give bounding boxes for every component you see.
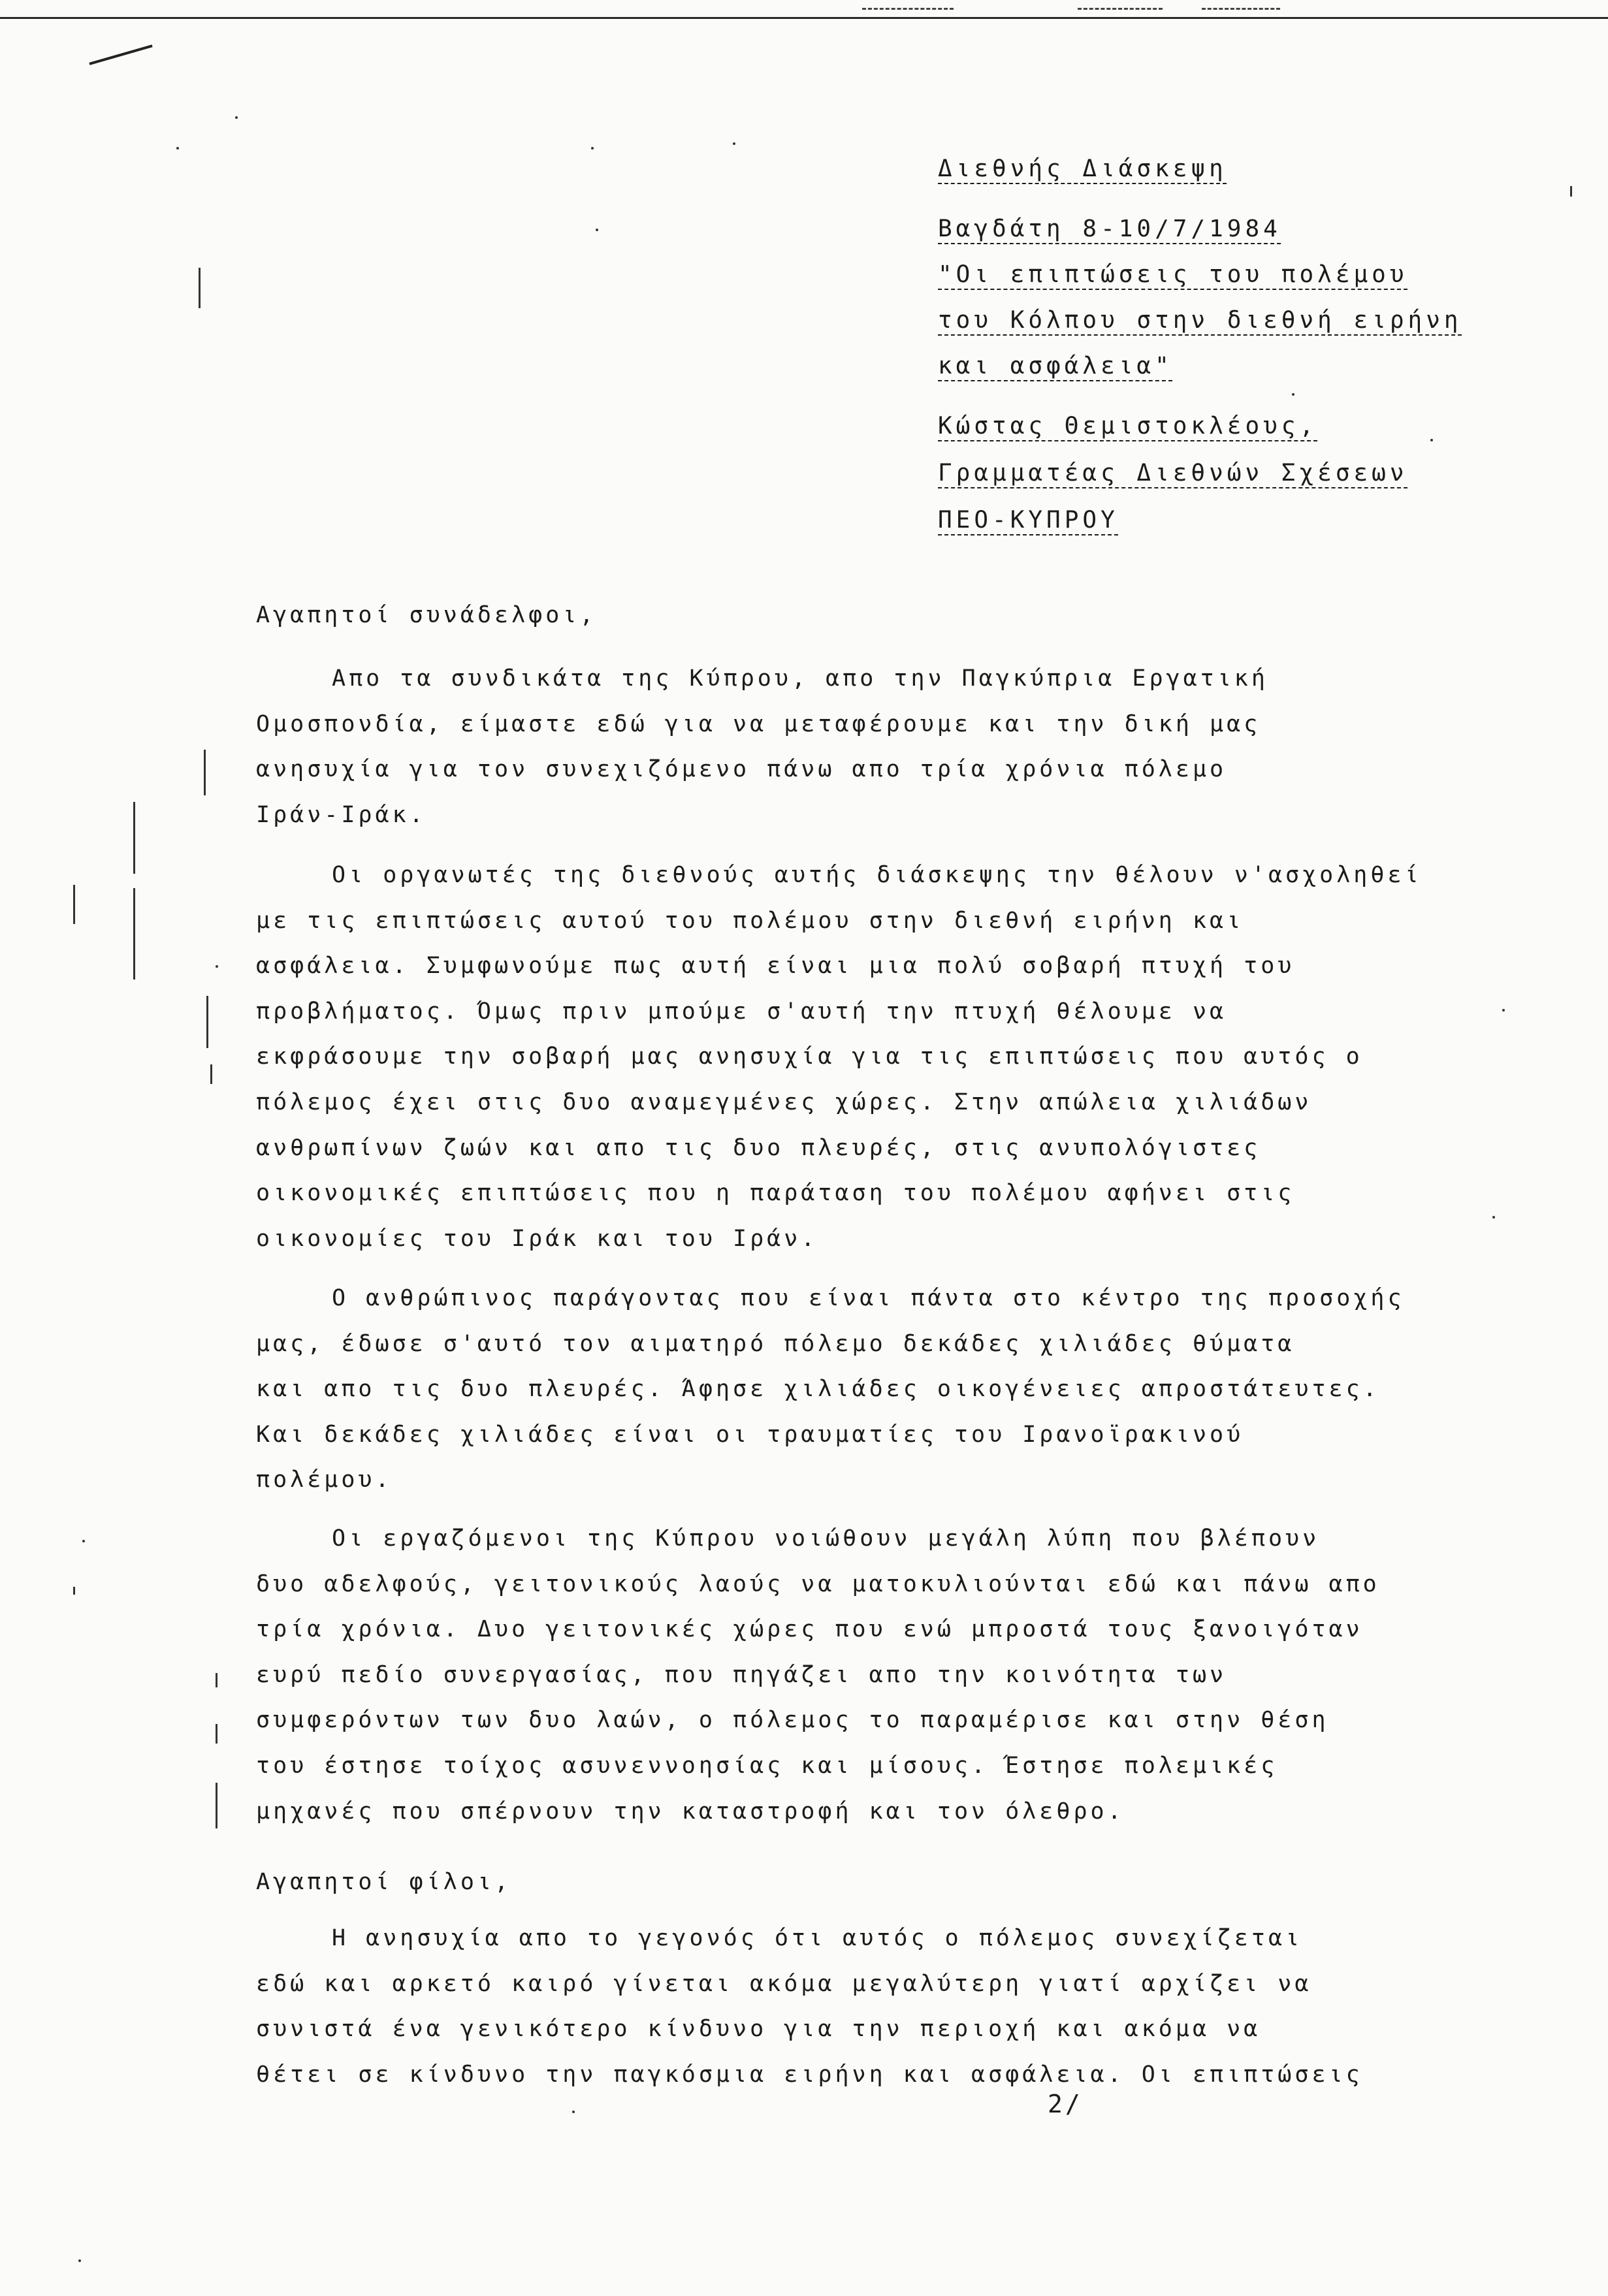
scan-margin-line	[133, 802, 135, 874]
scan-speck	[572, 2111, 575, 2113]
topic-line-2: του Κόλπου στην διεθνή ειρήνη	[938, 307, 1462, 334]
scan-speck	[78, 2259, 81, 2262]
body-paragraph: Ο ανθρώπινος παράγοντας που είναι πάντα στο κέντρο της προσοχής μας, έδωσε σ'αυτό τον αιματηρό πόλεμο δεκάδες χιλιάδες θύματα και απο τις δυο πλευρές. Άφησε χιλιάδες οικογένειες απροστάτευτες. Και δεκάδες χιλιάδες είναι οι τραυματίες του Ιρανοϊρακινού πολέμου.	[256, 1285, 1405, 1493]
author-organisation: ΠΕΟ-ΚΥΠΡΟΥ	[938, 507, 1119, 534]
author-title: Γραμματέας Διεθνών Σχέσεων	[938, 460, 1408, 486]
scan-margin-line	[216, 1724, 217, 1744]
scan-top-dash	[862, 8, 954, 10]
conference-title: Διεθνής Διάσκεψη	[938, 155, 1227, 182]
scan-speck	[596, 229, 598, 231]
scan-top-dash	[1202, 8, 1280, 10]
scan-speck	[235, 116, 238, 119]
scan-margin-line	[133, 888, 135, 980]
scan-margin-line	[204, 750, 206, 795]
conference-place-date: Βαγδάτη 8-10/7/1984	[938, 215, 1281, 242]
author-name: Κώστας Θεμιστοκλέους,	[938, 413, 1318, 439]
scan-speck	[1430, 439, 1433, 441]
scan-margin-line	[216, 1673, 217, 1687]
scan-speck	[733, 142, 735, 145]
scan-margin-line	[199, 268, 201, 308]
topic-line-3: και ασφάλεια"	[938, 353, 1173, 379]
salutation: Αγαπητοί συνάδελφοι,	[256, 602, 597, 628]
scan-margin-line	[206, 996, 208, 1048]
scan-speck	[176, 147, 179, 150]
scan-speck	[1292, 393, 1294, 396]
body-paragraph: Η ανησυχία απο το γεγονός ότι αυτός ο πόλεμος συνεχίζεται εδώ και αρκετό καιρό γίνεται ακόμα μεγαλύτερη γιατί αρχίζει να συνιστά ένα γενικότερο κίνδυνο για την περιοχή και ακόμα να θέτει σε κίνδυνο την παγκόσμια ειρήνη και ασφάλεια. Οι επιπτώσεις	[256, 1925, 1363, 2088]
body-paragraph: Οι οργανωτές της διεθνούς αυτής διάσκεψης την θέλουν ν'ασχοληθεί με τις επιπτώσεις αυτού του πολέμου στην διεθνή ειρήνη και ασφάλεια. Συμφωνούμε πως αυτή είναι μια πολύ σοβαρή πτυχή του προβλήματος. Όμως πριν μπούμε σ'αυτή την πτυχή θέλουμε να εκφράσουμε την σοβαρή μας ανησυχία για τις επιπτώσεις που αυτός ο πόλεμος έχει στις δυο αναμεγμένες χώρες. Στην απώλεια χιλιάδων ανθρωπίνων ζωών και απο τις δυο πλευρές, στις ανυπολόγιστες οικονομικές επιπτώσεις που η παράταση του πολέμου αφήνει στις οικονομίες του Ιράκ και του Ιράν.	[256, 862, 1422, 1252]
scan-speck	[1492, 1216, 1495, 1219]
body-paragraph: Απο τα συνδικάτα της Κύπρου, απο την Παγκύπρια Εργατική Ομοσπονδία, είμαστε εδώ για να μεταφέρουμε και την δική μας ανησυχία για τον συνεχιζόμενο πάνω απο τρία χρόνια πόλεμο Ιράν-Ιράκ.	[256, 665, 1268, 828]
body-paragraph: Οι εργαζόμενοι της Κύπρου νοιώθουν μεγάλη λύπη που βλέπουν δυο αδελφούς, γειτονικούς λαούς να ματοκυλιούνται εδώ και πάνω απο τρία χρόνια. Δυο γειτονικές χώρες που ενώ μπροστά τους ξανοιγόταν ευρύ πεδίο συνεργασίας, που πηγάζει απο την κοινότητα των συμφερόντων των δυο λαών, ο πόλεμος το παραμέρισε και στην θέση του έστησε τοίχος ασυνεννοησίας και μίσους. Έστησε πολεμικές μηχανές που σπέρνουν την καταστροφή και τον όλεθρο.	[256, 1525, 1380, 1825]
scan-top-rule	[0, 17, 1608, 19]
topic-line-1: "Οι επιπτώσεις του πολέμου	[938, 261, 1408, 288]
scan-margin-line	[73, 885, 75, 924]
scan-margin-line	[216, 1783, 217, 1828]
scan-margin-line	[210, 1064, 212, 1084]
scan-speck	[82, 1540, 85, 1542]
page-number: 2/	[1048, 2090, 1083, 2118]
scan-margin-line	[73, 1587, 75, 1595]
scan-speck	[1502, 1009, 1505, 1012]
scan-mark	[1570, 186, 1572, 197]
scan-top-dash	[1078, 8, 1163, 10]
scan-pen-stroke	[89, 44, 152, 65]
scan-speck	[591, 147, 594, 150]
salutation: Αγαπητοί φίλοι,	[256, 1869, 512, 1895]
scan-speck	[216, 965, 218, 968]
